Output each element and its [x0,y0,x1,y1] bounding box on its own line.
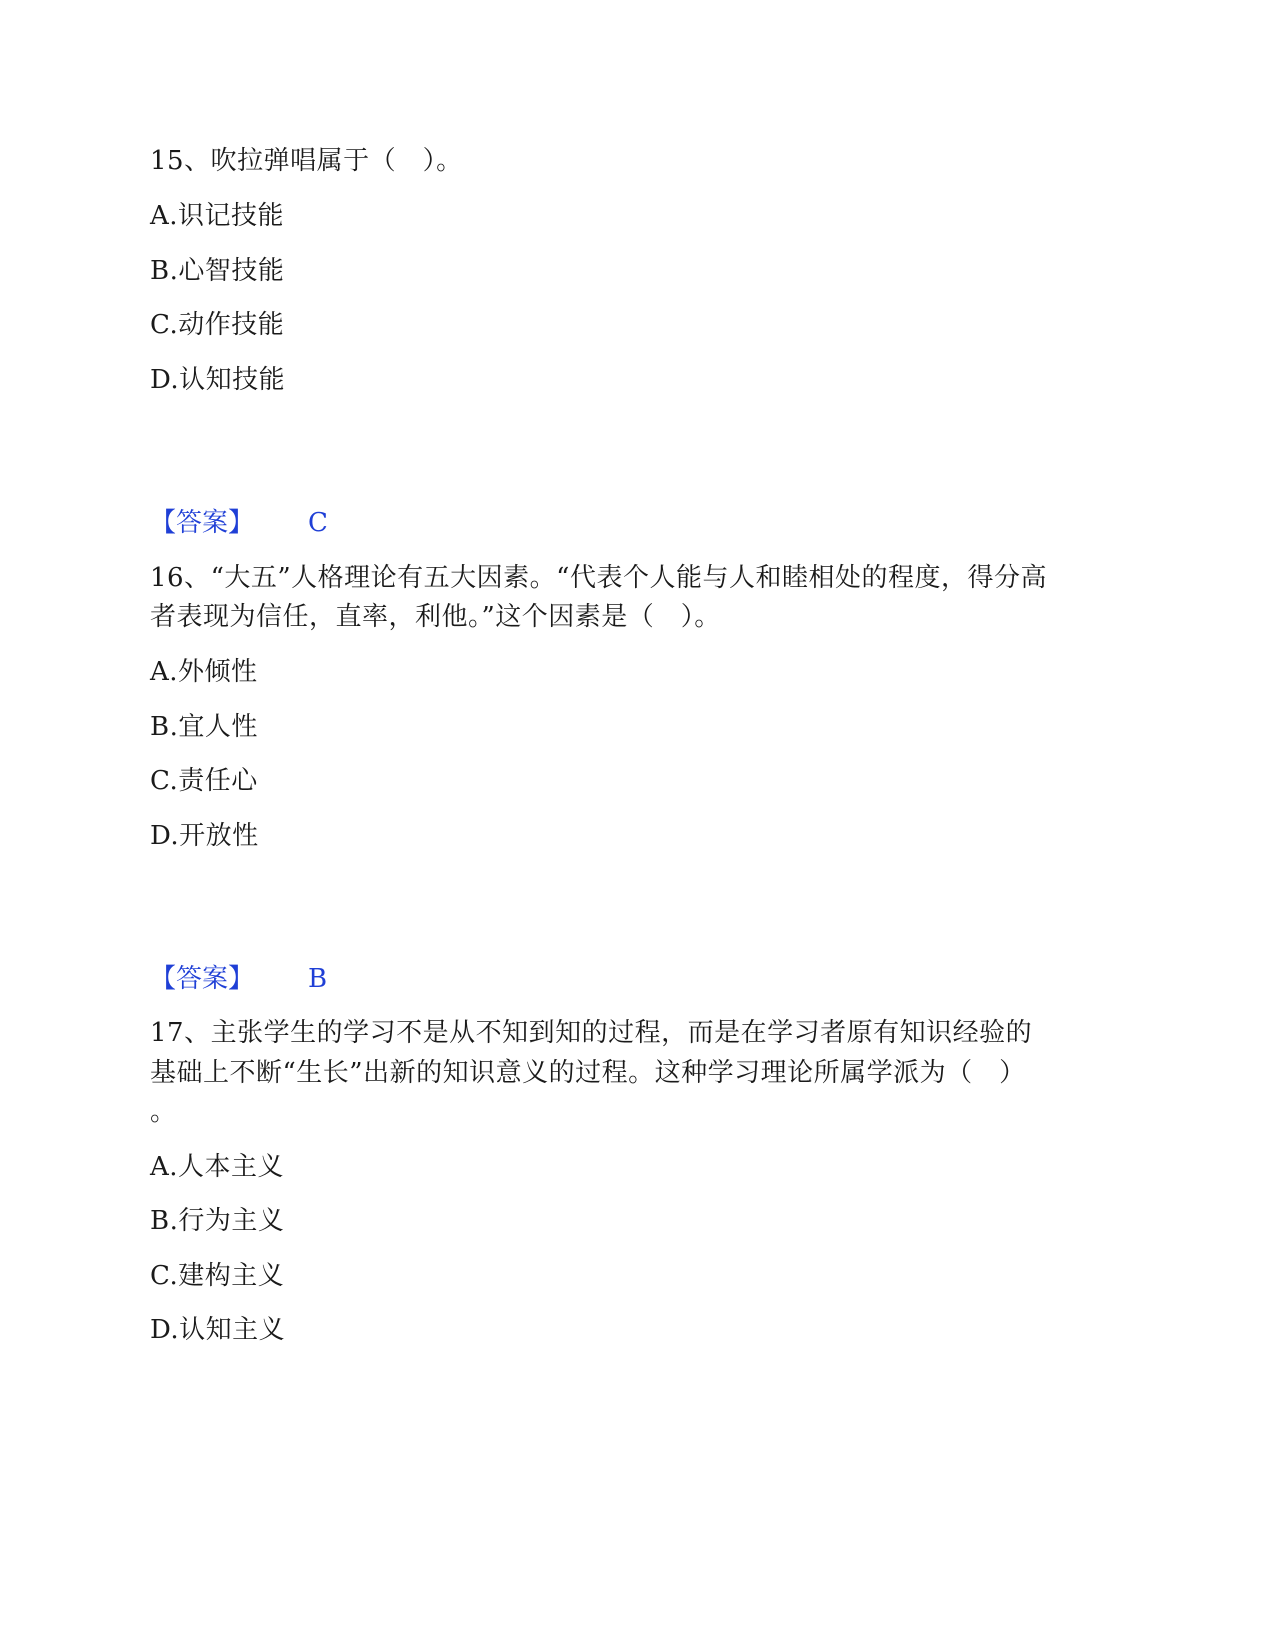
option-b: B.心智技能 [150,256,285,286]
option-a: A.识记技能 [150,201,285,231]
question-stem: 17、主张学生的学习不是从不知到知的过程，而是在学习者原有知识经验的 [150,1018,1033,1048]
question-stem: 16、“大五”人格理论有五大因素。“代表个人能与人和睦相处的程度，得分高 [150,563,1047,593]
answer-label: 【答案】 [150,964,255,994]
option-c: C.责任心 [150,766,258,796]
question-stem: 15、吹拉弹唱属于（ ）。 [150,146,463,176]
option-a: A.人本主义 [150,1152,285,1182]
answer-value: B [308,964,328,994]
option-b: B.宜人性 [150,712,258,742]
option-d: D.认知主义 [150,1315,286,1345]
option-c: C.建构主义 [150,1261,285,1291]
answer-line [150,962,327,996]
answer-value: C [308,508,328,538]
question-stem: 者表现为信任，直率，利他。”这个因素是（ ）。 [150,602,721,632]
option-b: B.行为主义 [150,1206,285,1236]
question-stem: 。 [150,1097,177,1127]
option-a: A.外倾性 [150,657,258,687]
answer-label: 【答案】 [150,508,255,538]
option-d: D.开放性 [150,821,259,851]
option-c: C.动作技能 [150,310,285,340]
question-stem: 基础上不断“生长”出新的知识意义的过程。这种学习理论所属学派为（ ） [150,1058,1026,1088]
option-d: D.认知技能 [150,365,286,395]
answer-line [150,506,328,540]
